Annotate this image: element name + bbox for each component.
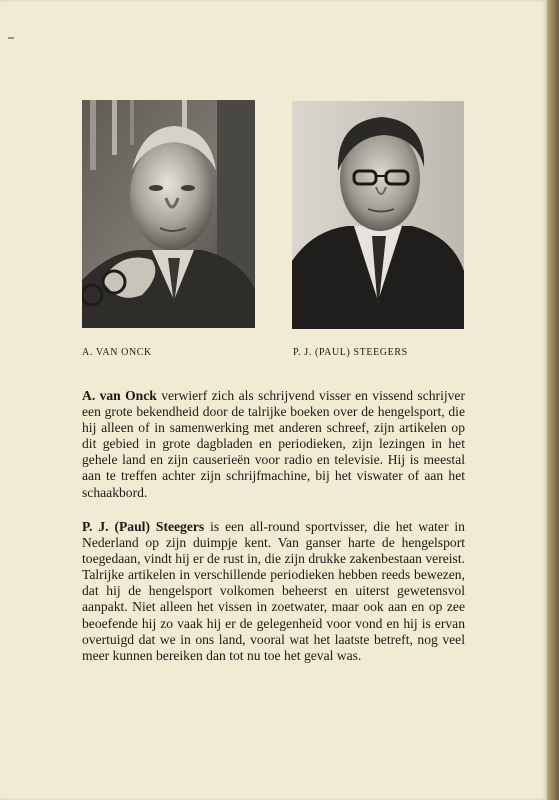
bio-name-steegers: P. J. (Paul) Steegers	[82, 519, 205, 534]
bio-text-van-onck: verwierf zich als schrijvend visser en vissend schrijver een grote bekendheid door de talrijke boeken over de hengelsport, die hij alleen of in samenwerking met anderen schreef, zijn artikelen op dit gebied in grote dagbladen en periodieken, zijn lezingen in het gehele land en zijn causerieën voor radio en televisie. Hij is meestal aan te treffen achter zijn schrijfmachine, bij het viswater of aan het schaakbord.	[82, 388, 465, 500]
caption-van-onck: A. VAN ONCK	[82, 347, 152, 358]
portrait-photo-steegers	[292, 101, 464, 329]
bio-paragraph-steegers	[82, 519, 465, 664]
ink-speck	[8, 37, 14, 39]
bio-name-van-onck: A. van Onck	[82, 388, 157, 403]
bio-paragraph-van-onck	[82, 388, 465, 501]
page-edge	[547, 0, 559, 800]
portrait-photo-van-onck	[82, 100, 255, 328]
caption-steegers: P. J. (PAUL) STEEGERS	[293, 347, 408, 358]
portrait-van-onck-image	[82, 100, 255, 328]
bio-text-steegers: is een all-round sportvisser, die het water in Nederland op zijn duimpje kent. Van ganser harte de hengelsport toegedaan, vindt hij er de rust in, die zijn drukke zakenbestaan vereist. Talrijke artikelen in verschillende periodieken hebben reeds bewezen, dat hij de hengelsport volkomen beheerst en uiterst gewetensvol aanpakt. Niet alleen het vissen in zoetwater, maar ook aan en op zee beoefende hij zo vaak hij er de gelegenheid voor vond en hij is ervan overtuigd dat we in ons land, vooral wat het laatste betreft, nog veel meer kunnen bereiken dan tot nu toe het geval was.	[82, 519, 465, 663]
portrait-steegers-image	[292, 101, 464, 329]
